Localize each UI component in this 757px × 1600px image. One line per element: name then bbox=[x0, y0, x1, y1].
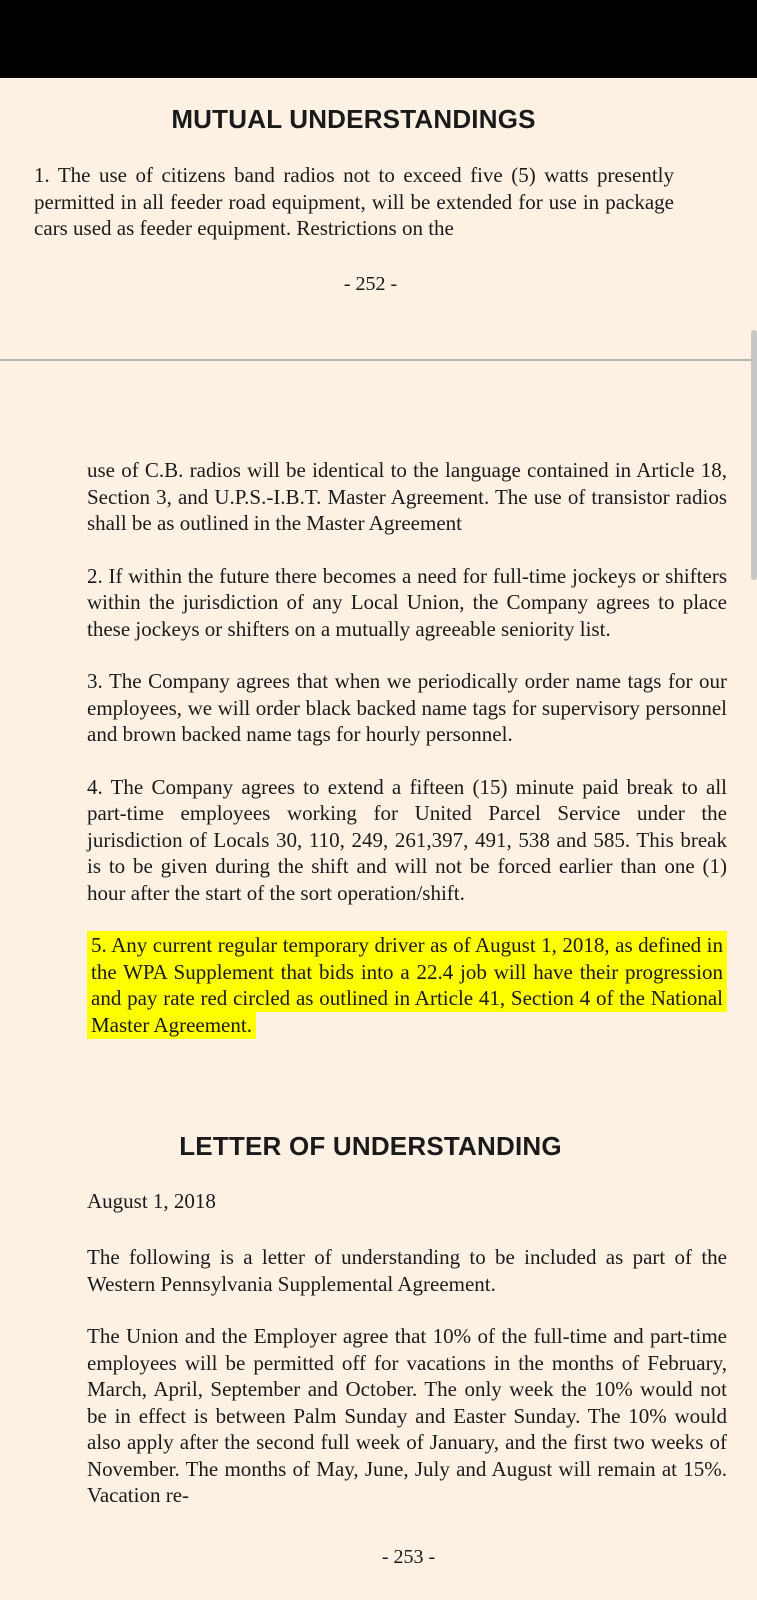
letter-body bbox=[87, 1244, 727, 1509]
paragraph-1: 1. The use of citizens band radios not to exceed five (5) watts presently permitted in all feeder road equipment, will be extended for use in package cars used as feeder equipment. Restrictions on the bbox=[34, 163, 674, 240]
scrollbar-thumb[interactable] bbox=[751, 330, 757, 580]
paragraph-1-continued: use of C.B. radios will be identical to the language contained in Article 18, Section 3, and U.P.S.-I.B.T. Master Agreement. The use of transistor radios shall be as outlined in the Master Agreement bbox=[87, 458, 727, 535]
heading-letter-of-understanding: LETTER OF UNDERSTANDING bbox=[179, 1131, 562, 1161]
paragraph-2: 2. If within the future there becomes a need for full-time jockeys or shifters within the jurisdiction of any Local Union, the Company agrees to place these jockeys or shifters on a mutually agreeable seniority list. bbox=[87, 563, 727, 641]
letter-date: August 1, 2018 bbox=[87, 1189, 216, 1213]
heading-mutual-understandings: MUTUAL UNDERSTANDINGS bbox=[171, 104, 536, 134]
page-number-253: - 253 - bbox=[381, 1546, 436, 1568]
paragraph-5 bbox=[87, 932, 727, 1038]
page-divider bbox=[0, 359, 757, 361]
paragraph-3: 3. The Company agrees that when we periodically order name tags for our employees, we will order black backed name tags for supervisory personnel and brown backed name tags for hourly personnel. bbox=[87, 669, 727, 746]
letter-paragraph-1: The following is a letter of understanding to be included as part of the Western Pennsylvania Supplemental Agreement. bbox=[87, 1245, 727, 1296]
page-number-252: - 252 - bbox=[343, 273, 398, 295]
letter-paragraph-2: The Union and the Employer agree that 10% of the full-time and part-time employees will be permitted off for vacations in the months of February, March, April, September and October. The only week the 10% would not be in effect is between Palm Sunday and Easter Sunday. The 10% would also apply after the second full week of January, and the first two weeks of November. The months of May, June, July and August will remain at 15%. Vacation re- bbox=[87, 1324, 727, 1507]
page-253 bbox=[87, 457, 727, 1064]
status-bar bbox=[0, 0, 757, 78]
page-252 bbox=[0, 78, 757, 360]
paragraph-4: 4. The Company agrees to extend a fifteen (15) minute paid break to all part-time employees working for United Parcel Service under the jurisdiction of Locals 30, 110, 249, 261,397, 491, 538 and 585. This break is to be given during the shift and will not be forced earlier than one (1) hour after the start of the sort operation/shift. bbox=[87, 774, 727, 905]
highlighted-text[interactable]: 5. Any current regular temporary driver as of August 1, 2018, as defined in the WPA Supplement that bids into a 22.4 job will have their progression and pay rate red circled as outlined in Article 41, Section 4 of the National Master Agreement. bbox=[87, 931, 727, 1039]
